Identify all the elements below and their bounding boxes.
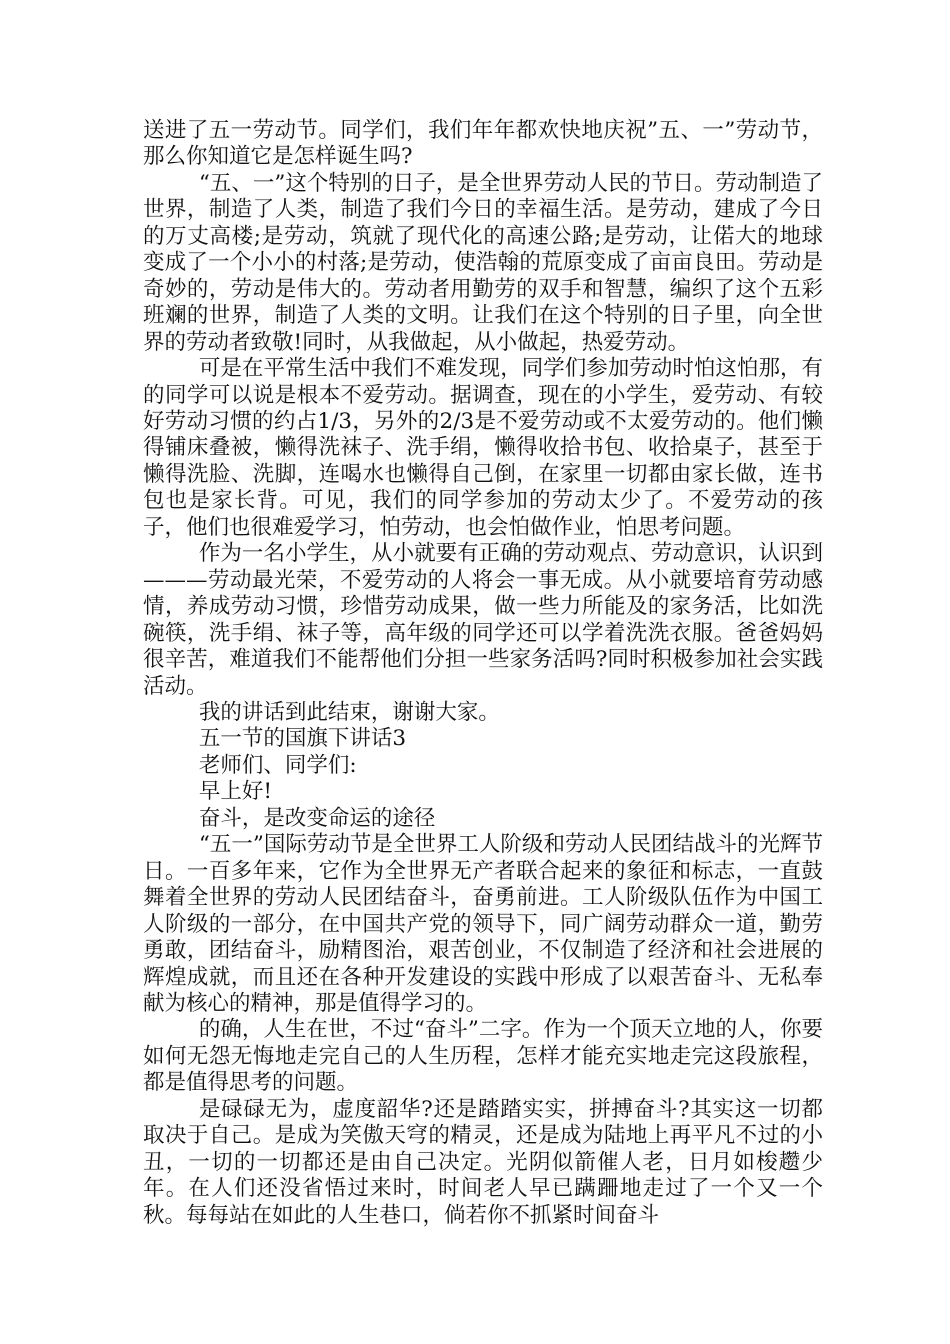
paragraph-choice: 是碌碌无为，虚度韶华?还是踏踏实实，拼搏奋斗?其实这一切都取决于自己。是成为笑傲天穹的精灵，还是成为陆地上再平凡不过的小丑，一切的一切都还是由自己决定。光阴似箭催人老，日月如梭趱少年。在人们还没省悟过来时，时间老人早已蹒跚地走过了一个又一个秋。每每站在如此的人生巷口，倘若你不抓紧时间奋斗 <box>143 1096 823 1228</box>
paragraph-labor-day-history: “五一”国际劳动节是全世界工人阶级和劳动人民团结战斗的光辉节日。一百多年来，它作为全世界无产者联合起来的象征和标志，一直鼓舞着全世界的劳动人民团结奋斗，奋勇前进。工人阶级队伍作为中国工人阶级的一部分，在中国共产党的领导下，同广阔劳动群众一道，勤劳勇敢，团结奋斗，励精图治，艰苦创业，不仅制造了经济和社会进展的辉煌成就，而且还在各种开发建设的实践中形成了以艰苦奋斗、无私奉献为核心的精神，那是值得学习的。 <box>143 832 823 1016</box>
greeting: 早上好! <box>198 779 273 805</box>
paragraph-survey: 可是在平常生活中我们不难发现，同学们参加劳动时怕这怕那，有的同学可以说是根本不爱劳动。据调查，现在的小学生，爱劳动、有较好劳动习惯的约占1/3，另外的2/3是不爱劳动或不太爱劳动的。他们懒得铺床叠被，懒得洗袜子、洗手绢，懒得收拾书包、收拾桌子，甚至于懒得洗脸、洗脚，连喝水也懒得自己倒，在家里一切都由家长做，连书包也是家长背。可见，我们的同学参加的劳动太少了。不爱劳动的孩子，他们也很难爱学习，怕劳动，也会怕做作业，怕思考问题。 <box>143 356 823 540</box>
paragraph-may-day-meaning: “五、一”这个特别的日子，是全世界劳动人民的节日。劳动制造了世界，制造了人类，制造了我们今日的幸福生活。是劳动，建成了今日的万丈高楼;是劳动，筑就了现代化的高速公路;是劳动，让偌大的地球变成了一个小小的村落;是劳动，使浩翰的荒原变成了亩亩良田。劳动是奇妙的，劳动是伟大的。劳动者用勤劳的双手和智慧，编织了这个五彩班斓的世界，制造了人类的文明。让我们在这个特别的日子里，向全世界的劳动者致敬!同时，从我做起，从小做起，热爱劳动。 <box>143 170 823 355</box>
speech-subtitle: 奋斗，是改变命运的途径 <box>198 805 436 831</box>
document-page <box>143 118 823 1229</box>
section-heading: 五一节的国旗下讲话3 <box>198 726 407 752</box>
paragraph-struggle: 的确，人生在世，不过“奋斗”二字。作为一个顶天立地的人，你要如何无怨无悔地走完自己的人生历程，怎样才能充实地走完这段旅程，都是值得思考的问题。 <box>143 1017 823 1096</box>
paragraph-intro: 送进了五一劳动节。同学们，我们年年都欢快地庆祝”五、一”劳动节，那么你知道它是怎样诞生吗? <box>143 118 823 170</box>
paragraph-pupil-duty: 作为一名小学生，从小就要有正确的劳动观点、劳动意识，认识到———劳动最光荣，不爱劳动的人将会一事无成。从小就要培育劳动感情，养成劳动习惯，珍惜劳动成果，做一些力所能及的家务活，比如洗碗筷，洗手绢、袜子等，高年级的同学还可以学着洗洗衣服。爸爸妈妈很辛苦，难道我们不能帮他们分担一些家务活吗?同时积极参加社会实践活动。 <box>143 541 823 699</box>
salutation: 老师们、同学们: <box>198 752 357 778</box>
paragraph-closing: 我的讲话到此结束，谢谢大家。 <box>198 699 500 725</box>
